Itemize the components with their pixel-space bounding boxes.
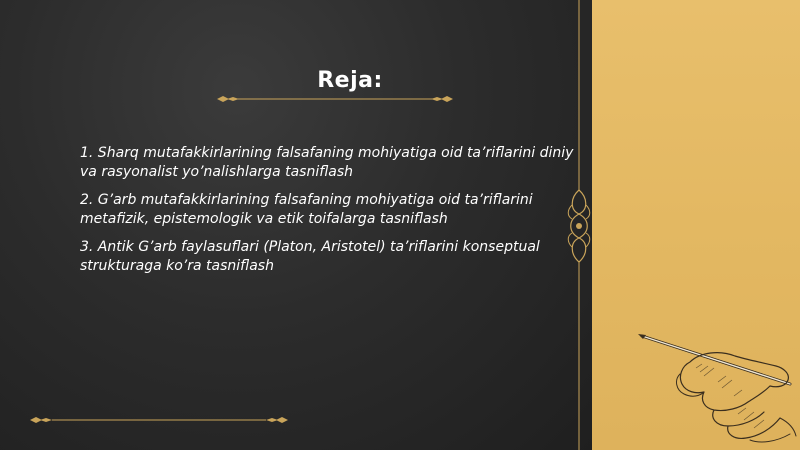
plan-item-2: 2. G’arb mutafakkirlarining falsafaning mohiyatiga oid ta’riflarini metafizik, epistemologik va etik toifalarga tasniflash bbox=[80, 192, 533, 227]
plan-list bbox=[80, 144, 580, 285]
hand-writing-pen-icon bbox=[630, 322, 800, 450]
plan-item-1: 1. Sharq mutafakkirlarining falsafaning mohiyatiga oid ta’riflarini diniy va rasyonalist yo’nalishlarga tasniflash bbox=[80, 145, 574, 180]
title-ornament-rule bbox=[215, 95, 455, 103]
scroll-ornament-icon bbox=[566, 0, 592, 450]
plan-item-3: 3. Antik G’arb faylasuflari (Platon, Aristotel) ta’riflarini konseptual strukturaga ko’ra tasniflash bbox=[80, 239, 540, 274]
bottom-ornament-rule bbox=[28, 415, 290, 425]
slide-title: Reja: bbox=[317, 68, 383, 93]
